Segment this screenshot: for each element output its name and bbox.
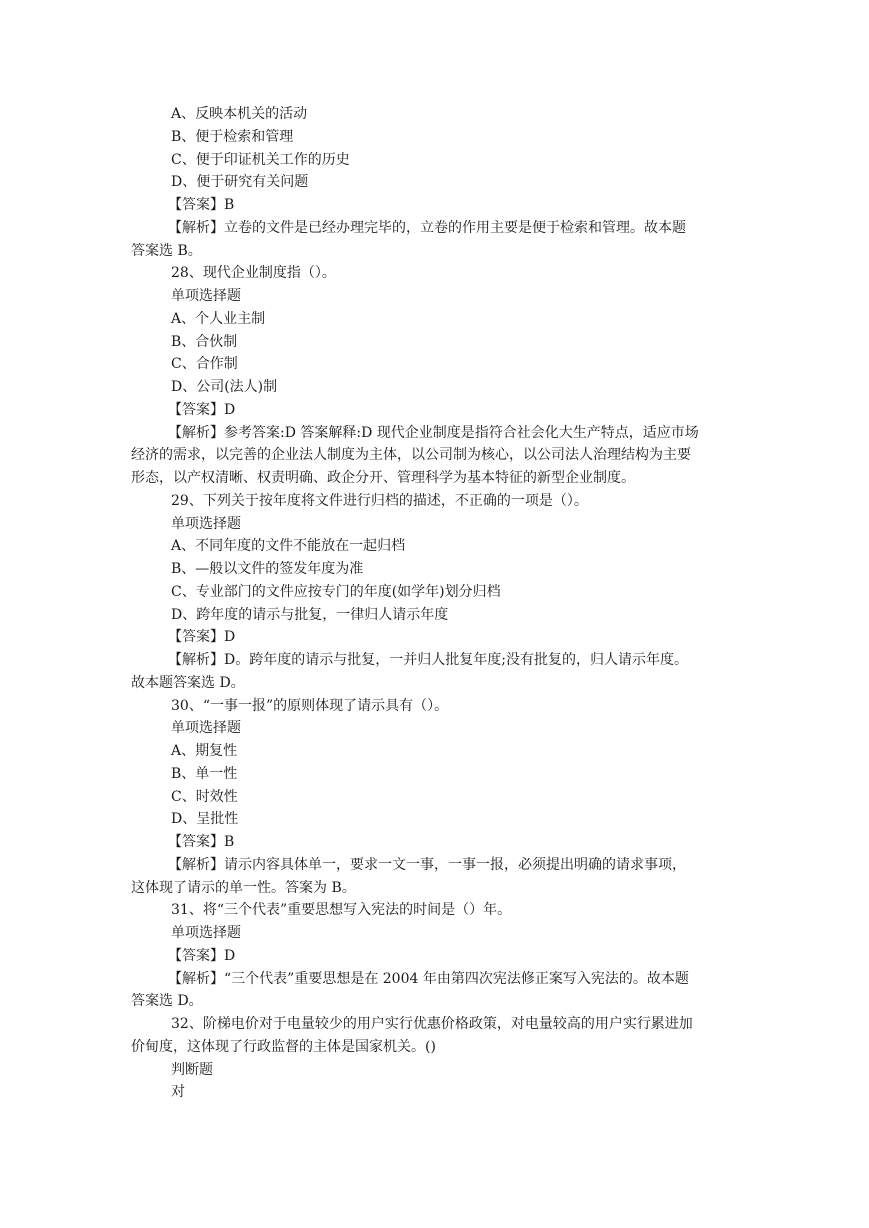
line-text: 单项选择题 — [171, 720, 241, 737]
line-text: 30、“一事一报”的原则体现了请示具有（）。 — [171, 697, 449, 714]
text-line-cont — [0, 990, 869, 1013]
line-text: D、呈批性 — [171, 811, 239, 828]
text-line-q — [0, 262, 869, 285]
text-line-opt — [0, 558, 869, 581]
text-line-exp — [0, 649, 869, 672]
line-text: 32、阶梯电价对于电量较少的用户实行优惠价格政策，对电量较高的用户实行累进加 — [171, 1016, 693, 1032]
text-line-type — [0, 717, 869, 740]
line-text: C、便于印证机关工作的历史 — [171, 151, 350, 168]
text-line-cont — [0, 240, 869, 263]
line-text: C、合作制 — [171, 356, 238, 373]
text-line-opt — [0, 763, 869, 786]
text-line-opt — [0, 103, 869, 126]
text-line-cont — [0, 444, 869, 467]
line-text: 答案选 B。 — [131, 242, 202, 259]
line-text: A、个人业主制 — [171, 310, 266, 327]
text-line-cont — [0, 672, 869, 695]
text-line-cont — [0, 1036, 869, 1059]
line-text: 【解析】D。跨年度的请示与批复，一并归人批复年度;没有批复的，归人请示年度。 — [168, 652, 688, 668]
line-text: 故本题答案选 D。 — [131, 674, 245, 691]
text-line-opt — [0, 535, 869, 558]
text-line-opt — [0, 786, 869, 809]
line-text: 这体现了请示的单一性。答案为 B。 — [131, 879, 356, 896]
text-line-ans — [0, 194, 869, 217]
line-text: D、便于研究有关问题 — [171, 174, 309, 191]
text-line-opt — [0, 376, 869, 399]
text-line-type — [0, 285, 869, 308]
line-text: 【解析】立卷的文件是已经办理完毕的，立卷的作用主要是便于检索和管理。故本题 — [168, 219, 686, 236]
text-line-opt — [0, 353, 869, 376]
line-text: 31、将“三个代表”重要思想写入宪法的时间是（）年。 — [171, 902, 512, 919]
line-text: C、时效性 — [171, 788, 238, 805]
line-text: 【解析】参考答案:D 答案解释:D 现代企业制度是指符合社会化大生产特点，适应市场 — [168, 424, 699, 441]
text-line-q — [0, 1013, 869, 1036]
text-line-exp — [0, 968, 869, 991]
text-line-opt — [0, 149, 869, 172]
line-text: 价甸度，这体现了行政监督的主体是国家机关。() — [131, 1038, 436, 1055]
text-line-opt — [0, 740, 869, 763]
text-line-exp — [0, 422, 869, 445]
line-text: B、合伙制 — [171, 333, 238, 350]
text-line-type — [0, 513, 869, 536]
text-line-opt — [0, 308, 869, 331]
text-line-ans — [0, 945, 869, 968]
text-line-type — [0, 922, 869, 945]
line-text: 【解析】“三个代表”重要思想是在 2004 年由第四次宪法修正案写入宪法的。故本题 — [168, 970, 689, 987]
line-text: 单项选择题 — [171, 515, 241, 532]
line-text: C、专业部门的文件应按专门的年度(如学年)划分归档 — [171, 583, 501, 600]
line-text: 28、现代企业制度指（）。 — [171, 265, 336, 282]
line-text: 【解析】请示内容具体单一，要求一文一事，一事一报，必须提出明确的请求事项， — [168, 856, 686, 873]
line-text: D、公司(法人)制 — [171, 379, 278, 395]
text-line-opt — [0, 126, 869, 149]
line-text: 单项选择题 — [171, 288, 241, 304]
text-line-type — [0, 1059, 869, 1082]
text-line-opt — [0, 604, 869, 627]
line-text: 答案选 D。 — [131, 993, 203, 1010]
line-text: 形态，以产权清晰、权责明确、政企分开、管理科学为基本特征的新型企业制度。 — [131, 470, 635, 486]
line-text: B、—般以文件的签发年度为准 — [171, 561, 364, 577]
line-text: 29、下列关于按年度将文件进行归档的描述，不正确的一项是（）。 — [171, 492, 588, 509]
line-text: A、反映本机关的活动 — [171, 106, 308, 122]
line-text: 【答案】B — [168, 834, 235, 850]
text-line-opt — [0, 1081, 869, 1104]
line-text: 判断题 — [171, 1061, 213, 1078]
text-line-opt — [0, 331, 869, 354]
text-line-cont — [0, 877, 869, 900]
line-text: 【答案】D — [168, 629, 236, 646]
text-line-exp — [0, 217, 869, 240]
document-body — [0, 103, 869, 1104]
line-text: 【答案】D — [168, 947, 236, 964]
line-text: 【答案】B — [168, 197, 235, 213]
line-text: B、便于检索和管理 — [171, 128, 294, 145]
text-line-exp — [0, 854, 869, 877]
text-line-ans — [0, 626, 869, 649]
text-line-opt — [0, 808, 869, 831]
text-line-opt — [0, 171, 869, 194]
text-line-ans — [0, 831, 869, 854]
text-line-cont — [0, 467, 869, 490]
text-line-ans — [0, 399, 869, 422]
line-text: A、不同年度的文件不能放在一起归档 — [171, 538, 406, 555]
line-text: B、单一性 — [171, 765, 238, 782]
line-text: 经济的需求，以完善的企业法人制度为主体，以公司制为核心，以公司法人治理结构为主要 — [131, 447, 691, 464]
text-line-q — [0, 695, 869, 718]
text-line-q — [0, 899, 869, 922]
text-line-q — [0, 490, 869, 513]
line-text: A、期复性 — [171, 743, 238, 759]
line-text: 对 — [171, 1084, 185, 1101]
text-line-opt — [0, 581, 869, 604]
line-text: D、跨年度的请示与批复，一律归人请示年度 — [171, 606, 449, 623]
line-text: 单项选择题 — [171, 925, 241, 941]
line-text: 【答案】D — [168, 401, 236, 418]
